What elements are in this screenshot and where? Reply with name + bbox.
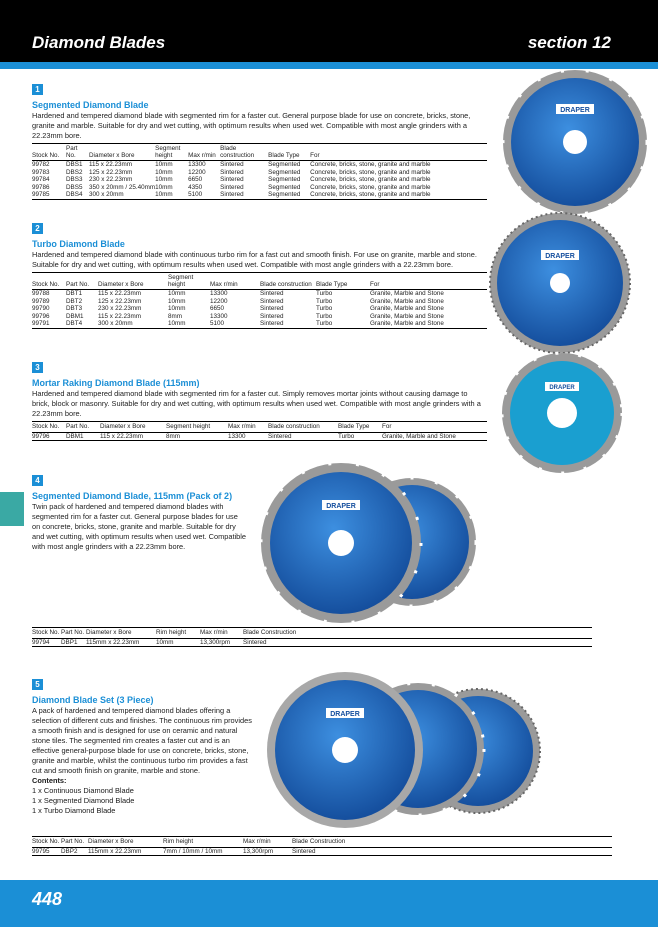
cell-height: 10mm — [155, 168, 173, 176]
cell-part: DBP1 — [61, 638, 86, 647]
cell-part: DBT3 — [66, 305, 83, 313]
col-header: For — [370, 273, 487, 290]
col-header: Max r/min — [228, 422, 268, 433]
cell-type: Segmented — [268, 191, 310, 199]
cell-rpm: 5100 — [188, 191, 220, 199]
footer-bar — [0, 880, 658, 927]
product-description: Hardened and tempered diamond blade with segmented rim for a faster cut. General purpose blade for use on concrete, bricks, stone, granite and marble. Suitable for dry and wet cutting, with optimum results when used wet. Compatible with most angle grinders with a 22.23mm bore. — [32, 111, 471, 140]
cell-part: DBS5 — [66, 183, 83, 191]
contents-item: 1 x Continuous Diamond Blade — [32, 786, 134, 795]
cell-diameter: 125 x 22.23mm — [98, 297, 142, 305]
cell-diameter: 115 x 22.23mm — [98, 290, 141, 298]
cell-height: 10mm — [168, 290, 186, 298]
cell-type: Turbo — [316, 320, 370, 328]
cell-rpm: 13300 — [210, 312, 228, 320]
cell-construction: Sintered — [220, 161, 244, 169]
cell-construction: Sintered — [243, 638, 592, 647]
col-header: Segment height — [155, 144, 188, 161]
product-title: Segmented Diamond Blade — [32, 100, 149, 110]
cell-for: Concrete, bricks, stone, granite and marble — [310, 191, 487, 199]
cell-diameter: 115mm x 22.23mm — [88, 847, 163, 856]
cell-diameter: 300 x 20mm — [89, 191, 155, 199]
cell-stock: 99791 — [32, 320, 66, 328]
blade-image-set-of-3 — [267, 672, 540, 828]
cell-height: 10mm — [155, 176, 173, 184]
section-number: 1 — [32, 84, 43, 95]
cell-for: Granite, Marble and Stone — [382, 432, 487, 441]
contents-label: Contents: — [32, 776, 67, 785]
col-header: Diameter x Bore — [100, 422, 166, 433]
col-header: Blade construction — [260, 273, 316, 290]
cell-type: Turbo — [316, 297, 333, 305]
col-header: Max r/min — [200, 628, 243, 639]
col-header: Stock No. — [32, 628, 61, 639]
col-header: Rim height — [163, 837, 243, 848]
blade-image-mortar — [502, 353, 622, 473]
cell-part: DBM1 — [66, 312, 84, 320]
col-header: Blade construction — [268, 422, 338, 433]
cell-type: Segmented — [268, 168, 301, 176]
cell-part: DBS2 — [66, 168, 83, 176]
cell-type: Turbo — [316, 305, 333, 313]
page-title: Diamond Blades — [32, 33, 166, 52]
cell-height: 10mm — [168, 297, 186, 305]
cell-height: 8mm — [166, 432, 228, 441]
product-description: A pack of hardened and tempered diamond blades offering a selection of different cuts and finishes. The continuous rim provides a smooth finish and is designed for use on ceramic and natural stone tiles. The segmented rim creates a faster cut and is an effective general-purpose blade for use on concrete, bricks, stone, granite and marble, whilst the continuous turbo rim provides a fast cut and smooth finish on granite, marble and stone. — [32, 706, 252, 775]
product-title: Diamond Blade Set (3 Piece) — [32, 695, 154, 705]
col-header: Rim height — [156, 628, 200, 639]
col-header: Stock No. — [32, 837, 61, 848]
cell-stock: 99784 — [32, 176, 50, 184]
col-header: Max r/min — [210, 273, 260, 290]
cell-height: 8mm — [168, 312, 182, 320]
col-header: Stock No. — [32, 144, 66, 161]
cell-construction: Sintered — [260, 320, 316, 328]
cell-for: Granite, Marble and Stone — [370, 312, 444, 320]
cell-type: Turbo — [316, 312, 333, 320]
cell-height: 7mm / 10mm / 10mm — [163, 847, 243, 856]
cell-rpm: 13,300rpm — [200, 638, 243, 647]
cell-type: Segmented — [268, 176, 301, 184]
cell-construction: Sintered — [260, 305, 284, 313]
cell-construction: Sintered — [260, 297, 284, 305]
cell-construction: Sintered — [220, 176, 244, 184]
page-number: 448 — [32, 889, 63, 909]
cell-rpm: 13300 — [228, 432, 268, 441]
col-header: Max r/min — [188, 144, 220, 161]
section-number: 3 — [32, 362, 43, 373]
col-header: Diameter x Bore — [98, 273, 168, 290]
cell-height: 10mm — [156, 638, 200, 647]
cell-diameter: 230 x 22.23mm — [89, 176, 133, 184]
section-number: 5 — [32, 679, 43, 690]
brand-logo: DRAPER — [330, 711, 360, 718]
col-header: Stock No. — [32, 273, 66, 290]
cell-part: DBT4 — [66, 320, 98, 328]
cell-stock: 99789 — [32, 297, 50, 305]
cell-part: DBT2 — [66, 297, 83, 305]
col-header: Blade Type — [268, 144, 310, 161]
cell-diameter: 115 x 22.23mm — [89, 161, 132, 169]
col-header: Blade construction — [220, 144, 268, 161]
col-header: Blade Type — [338, 422, 382, 433]
col-header: Blade Construction — [243, 628, 592, 639]
cell-stock: 99796 — [32, 312, 50, 320]
col-header: Part No. — [61, 628, 86, 639]
product-description: Hardened and tempered diamond blade with segmented rim for a faster cut. Simply removes mortar joints without causing damage to brick, block or masonry. Suitable for dry and wet cutting, with optimum results when used wet. Compatible with most angle grinders with a 22.23mm bore. — [32, 389, 481, 418]
brand-logo: DRAPER — [560, 107, 590, 114]
cell-part: DBS1 — [66, 161, 83, 169]
section-label: section 12 — [527, 33, 611, 52]
cell-diameter: 230 x 22.23mm — [98, 305, 142, 313]
cell-stock: 99796 — [32, 432, 66, 441]
col-header: Part No. — [66, 144, 89, 161]
product-description: Twin pack of hardened and tempered diamond blades with segmented rim for a faster cut. General purpose blades for use on concrete, bricks, stone, granite and marble. Suitable for dry and wet cutting, with optimum results when used wet. Compatible with most angle grinders with a 22.23mm bore. — [32, 502, 247, 551]
product-title: Turbo Diamond Blade — [32, 239, 125, 249]
cell-stock: 99785 — [32, 191, 66, 199]
cell-for: Granite, Marble and Stone — [370, 305, 444, 313]
contents-item: 1 x Turbo Diamond Blade — [32, 806, 116, 815]
cell-part: DBT1 — [66, 290, 83, 298]
cell-rpm: 6650 — [188, 176, 203, 184]
product-description: Hardened and tempered diamond blade with continuous turbo rim for a fast cut and smooth finish. For use on granite, marble and stone. Suitable for dry and wet cutting, with optimum results when used wet. Compatible with most angle grinders with a 22.23mm bore. — [32, 250, 477, 269]
cell-construction: Sintered — [260, 312, 284, 320]
cell-for: Concrete, bricks, stone, granite and marble — [310, 183, 431, 191]
contents-item: 1 x Segmented Diamond Blade — [32, 796, 135, 805]
cell-diameter: 350 x 20mm / 25.40mm — [89, 183, 156, 191]
cell-rpm: 13300 — [188, 161, 206, 169]
cell-rpm: 13,300rpm — [243, 847, 292, 856]
col-header: Blade Construction — [292, 837, 612, 848]
col-header: Blade Type — [316, 273, 370, 290]
col-header: For — [310, 144, 487, 161]
cell-for: Concrete, bricks, stone, granite and marble — [310, 168, 431, 176]
cell-height: 10mm — [155, 183, 173, 191]
cell-part: DBS3 — [66, 176, 83, 184]
cell-construction: Sintered — [260, 290, 284, 298]
brand-logo: DRAPER — [545, 253, 575, 260]
cell-rpm: 6650 — [210, 305, 225, 313]
col-header: Segment height — [166, 422, 228, 433]
col-header: For — [382, 422, 487, 433]
cell-stock: 99790 — [32, 305, 50, 313]
cell-construction: Sintered — [292, 847, 612, 856]
col-header: Part No. — [61, 837, 88, 848]
product-title: Mortar Raking Diamond Blade (115mm) — [32, 378, 200, 388]
col-header: Max r/min — [243, 837, 292, 848]
cell-stock: 99788 — [32, 290, 50, 298]
cell-diameter: 115 x 22.23mm — [98, 312, 141, 320]
cell-rpm: 5100 — [210, 320, 260, 328]
blade-image-pack-of-2 — [261, 463, 476, 623]
cell-rpm: 4350 — [188, 183, 203, 191]
cell-height: 10mm — [155, 191, 188, 199]
cell-diameter: 115mm x 22.23mm — [86, 638, 156, 647]
cell-stock: 99795 — [32, 847, 61, 856]
cell-for: Granite, Marble and Stone — [370, 320, 487, 328]
brand-logo: DRAPER — [549, 385, 575, 391]
cell-rpm: 12200 — [210, 297, 228, 305]
cell-part: DBM1 — [66, 432, 100, 441]
cell-type: Turbo — [338, 432, 382, 441]
cell-type: Turbo — [316, 290, 333, 298]
cell-stock: 99786 — [32, 183, 50, 191]
blade-image-turbo — [490, 213, 630, 353]
cell-type: Segmented — [268, 161, 301, 169]
section-number: 2 — [32, 223, 43, 234]
cell-construction: Sintered — [220, 168, 244, 176]
cell-part: DBS4 — [66, 191, 89, 199]
cell-rpm: 13300 — [210, 290, 228, 298]
cell-diameter: 300 x 20mm — [98, 320, 168, 328]
col-header: Part No. — [66, 422, 100, 433]
cell-diameter: 125 x 22.23mm — [89, 168, 133, 176]
col-header: Diameter x Bore — [86, 628, 156, 639]
col-header: Diameter x Bore — [88, 837, 163, 848]
cell-type: Segmented — [268, 183, 301, 191]
cell-construction: Sintered — [268, 432, 338, 441]
section-number: 4 — [32, 475, 43, 486]
brand-logo: DRAPER — [326, 503, 356, 510]
cell-construction: Sintered — [220, 183, 244, 191]
cell-for: Granite, Marble and Stone — [370, 297, 444, 305]
cell-height: 10mm — [168, 305, 186, 313]
col-header: Segment height — [168, 273, 210, 290]
col-header: Stock No. — [32, 422, 66, 433]
col-header: Diameter x Bore — [89, 144, 155, 161]
cell-stock: 99794 — [32, 638, 61, 647]
cell-for: Granite, Marble and Stone — [370, 290, 444, 298]
blade-image-segmented — [503, 70, 647, 214]
cell-rpm: 12200 — [188, 168, 206, 176]
col-header: Part No. — [66, 273, 98, 290]
cell-stock: 99783 — [32, 168, 50, 176]
cell-construction: Sintered — [220, 191, 268, 199]
cell-for: Concrete, bricks, stone, granite and marble — [310, 161, 431, 169]
cell-stock: 99782 — [32, 161, 50, 169]
cell-height: 10mm — [155, 161, 173, 169]
cell-part: DBP2 — [61, 847, 88, 856]
cell-diameter: 115 x 22.23mm — [100, 432, 166, 441]
cell-for: Concrete, bricks, stone, granite and marble — [310, 176, 431, 184]
cell-height: 10mm — [168, 320, 210, 328]
product-title: Segmented Diamond Blade, 115mm (Pack of 2) — [32, 491, 233, 501]
